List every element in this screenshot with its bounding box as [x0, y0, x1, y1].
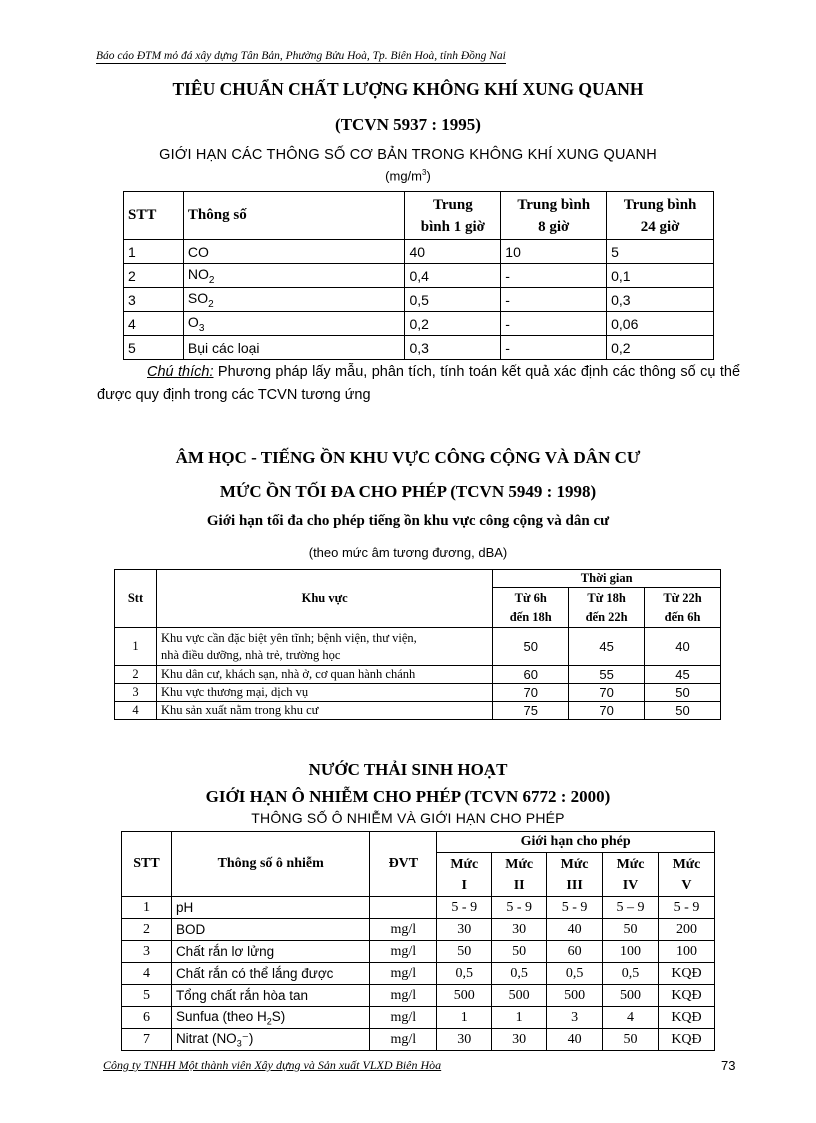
air-header-row [124, 192, 714, 240]
water-cell-stt: 7 [122, 1029, 172, 1051]
noise-table-row [115, 666, 721, 684]
water-cell-v2: 0,5 [492, 963, 547, 985]
noise-table [114, 569, 721, 720]
water-cell-v4: 5 – 9 [603, 897, 659, 919]
water-cell-v5: KQĐ [658, 985, 714, 1007]
air-table-row [124, 336, 714, 360]
water-cell-v1: 30 [437, 919, 492, 941]
noise-area-line-1: Khu dân cư, khách sạn, nhà ở, cơ quan hành chánh [160, 667, 416, 681]
water-cell-param [171, 1007, 369, 1029]
air-cell-1h: 0,3 [405, 336, 501, 360]
noise-header-area: Khu vực [156, 570, 492, 628]
air-header-param: Thông số [183, 192, 405, 240]
water-table-row [122, 919, 715, 941]
air-param-subscript: 2 [208, 274, 215, 286]
noise-cell-t3: 40 [645, 628, 721, 666]
water-cell-param [171, 941, 369, 963]
water-cell-v3: 5 - 9 [547, 897, 603, 919]
water-cell-v1: 30 [437, 1029, 492, 1051]
water-cell-stt: 2 [122, 919, 172, 941]
noise-cell-t1: 70 [493, 684, 569, 702]
water-header-row-1 [122, 832, 715, 853]
air-cell-stt: 1 [124, 240, 184, 264]
air-code: (TCVN 5937 : 1995) [335, 115, 481, 134]
noise-header-time: Thời gian [493, 570, 721, 588]
air-cell-1h: 40 [405, 240, 501, 264]
water-cell-v3: 60 [547, 941, 603, 963]
water-param-subscript: 3 [236, 1038, 242, 1049]
water-header-level-5: Mức V [658, 853, 714, 897]
noise-title: ÂM HỌC - TIẾNG ỒN KHU VỰC CÔNG CỘNG VÀ DÂN CƯ [175, 448, 641, 467]
water-header-limit: Giới hạn cho phép [437, 832, 715, 853]
noise-cell-t2: 55 [569, 666, 645, 684]
water-cell-param [171, 963, 369, 985]
water-cell-v3: 0,5 [547, 963, 603, 985]
water-cell-v4: 500 [603, 985, 659, 1007]
air-cell-24h: 5 [607, 240, 714, 264]
noise-cell-t2: 45 [569, 628, 645, 666]
water-cell-v1: 1 [437, 1007, 492, 1029]
noise-header-row-1 [115, 570, 721, 588]
water-cell-v3: 500 [547, 985, 603, 1007]
water-header-level-2: Mức II [492, 853, 547, 897]
water-cell-v1: 0,5 [437, 963, 492, 985]
air-table-row [124, 288, 714, 312]
air-cell-24h: 0,2 [607, 336, 714, 360]
water-param-name: Chất rắn lơ lửng [175, 944, 275, 959]
water-header-unit: ĐVT [370, 832, 437, 897]
water-cell-stt: 3 [122, 941, 172, 963]
air-cell-param [183, 336, 405, 360]
water-table-row [122, 1029, 715, 1051]
water-table-row [122, 897, 715, 919]
water-cell-unit: mg/l [370, 919, 437, 941]
air-cell-stt: 4 [124, 312, 184, 336]
water-param-name: Nitrat (NO [175, 1030, 237, 1046]
noise-cell-area [156, 684, 492, 702]
air-cell-param [183, 312, 405, 336]
water-cell-v3: 40 [547, 919, 603, 941]
water-cell-param [171, 1029, 369, 1051]
noise-cell-t1: 75 [493, 702, 569, 720]
air-param-name: NO [187, 265, 209, 282]
water-cell-v4: 0,5 [603, 963, 659, 985]
water-cell-v3: 40 [547, 1029, 603, 1051]
water-header-level-3: Mức III [547, 853, 603, 897]
air-note: Chú thích: Phương pháp lấy mẫu, phân tích, tính toán kết quả xác định các thông số cụ thể được quy định trong các TCVN tương ứng [97, 364, 741, 403]
noise-cell-t1: 50 [493, 628, 569, 666]
air-cell-8h: - [501, 312, 607, 336]
air-cell-8h: - [501, 288, 607, 312]
water-header-stt: STT [122, 832, 172, 897]
air-quality-table [123, 191, 714, 360]
air-table-row [124, 264, 714, 288]
air-subtitle: GIỚI HẠN CÁC THÔNG SỐ CƠ BẢN TRONG KHÔNG KHÍ XUNG QUANH [159, 147, 657, 163]
water-cell-v2: 500 [492, 985, 547, 1007]
noise-table-row [115, 628, 721, 666]
page-number: 73 [721, 1058, 736, 1073]
noise-area-line-1: Khu vực cần đặc biệt yên tĩnh; bệnh viện, thư viện, [160, 630, 417, 645]
air-cell-param [183, 264, 405, 288]
water-cell-v2: 30 [492, 1029, 547, 1051]
water-param-name: Sunfua (theo H [175, 1008, 267, 1024]
air-param-name: Bụi các loại [187, 339, 260, 356]
water-cell-v5: 5 - 9 [658, 897, 714, 919]
air-header-1h: Trung bình 1 giờ [405, 192, 501, 240]
air-unit: $(mg/m^3)$ [385, 168, 431, 184]
water-table-row [122, 985, 715, 1007]
water-cell-unit: mg/l [370, 985, 437, 1007]
water-cell-stt: 6 [122, 1007, 172, 1029]
noise-cell-area [156, 702, 492, 720]
noise-cell-stt: 2 [115, 666, 157, 684]
water-cell-v2: 30 [492, 919, 547, 941]
noise-area-line-2: nhà điều dưỡng, nhà trẻ, trường học [160, 647, 341, 662]
water-cell-v5: KQĐ [658, 1029, 714, 1051]
water-param-suffix: ⁻) [241, 1030, 254, 1046]
water-table-row [122, 941, 715, 963]
noise-header-t3: Từ 22h đến 6h [645, 588, 721, 628]
water-code: GIỚI HẠN Ô NHIỄM CHO PHÉP (TCVN 6772 : 2000) [205, 787, 611, 806]
air-cell-stt: 2 [124, 264, 184, 288]
water-subtitle: THÔNG SỐ Ô NHIỄM VÀ GIỚI HẠN CHO PHÉP [251, 810, 565, 826]
water-cell-v5: KQĐ [658, 1007, 714, 1029]
noise-area-line-1: Khu sản xuất nằm trong khu cư [160, 703, 319, 717]
water-cell-unit: mg/l [370, 1007, 437, 1029]
air-cell-param [183, 240, 405, 264]
air-cell-1h: 0,5 [405, 288, 501, 312]
noise-cell-stt: 1 [115, 628, 157, 666]
noise-cell-t3: 45 [645, 666, 721, 684]
water-param-subscript: 2 [266, 1016, 272, 1027]
noise-table-row [115, 702, 721, 720]
air-cell-stt: 3 [124, 288, 184, 312]
water-cell-v4: 50 [603, 919, 659, 941]
water-cell-v2: 1 [492, 1007, 547, 1029]
air-param-name: O [187, 313, 199, 330]
noise-cell-t2: 70 [569, 684, 645, 702]
water-table [121, 831, 715, 1051]
water-cell-v1: 5 - 9 [437, 897, 492, 919]
air-cell-24h: 0,3 [607, 288, 714, 312]
noise-header-stt: Stt [115, 570, 157, 628]
water-cell-v2: 5 - 9 [492, 897, 547, 919]
water-table-row [122, 1007, 715, 1029]
page-header: Báo cáo ĐTM mỏ đá xây dựng Tân Bản, Phường Bửu Hoà, Tp. Biên Hoà, tỉnh Đồng Nai [96, 50, 506, 62]
air-param-subscript: 3 [198, 322, 205, 334]
water-cell-unit: mg/l [370, 1029, 437, 1051]
air-header-8h: Trung bình 8 giờ [501, 192, 607, 240]
water-cell-v1: 500 [437, 985, 492, 1007]
air-param-name: CO [187, 243, 209, 260]
water-cell-stt: 1 [122, 897, 172, 919]
water-cell-unit: mg/l [370, 941, 437, 963]
water-param-name: BOD [175, 922, 206, 937]
noise-table-row [115, 684, 721, 702]
water-table-row [122, 963, 715, 985]
water-cell-stt: 5 [122, 985, 172, 1007]
water-cell-param [171, 919, 369, 941]
air-cell-8h: - [501, 336, 607, 360]
air-cell-1h: 0,4 [405, 264, 501, 288]
page-footer: Công ty TNHH Một thành viên Xây dựng và Sản xuất VLXD Biên Hòa [103, 1058, 442, 1072]
air-cell-24h: 0,1 [607, 264, 714, 288]
air-cell-8h: 10 [501, 240, 607, 264]
water-cell-stt: 4 [122, 963, 172, 985]
water-cell-v5: 100 [658, 941, 714, 963]
water-cell-param [171, 897, 369, 919]
noise-cell-stt: 4 [115, 702, 157, 720]
air-cell-24h: 0,06 [607, 312, 714, 336]
air-cell-1h: 0,2 [405, 312, 501, 336]
air-table-row [124, 312, 714, 336]
water-cell-unit [370, 897, 437, 919]
air-header-24h: Trung bình 24 giờ [607, 192, 714, 240]
noise-cell-t1: 60 [493, 666, 569, 684]
air-header-stt: STT [124, 192, 184, 240]
air-table-row [124, 240, 714, 264]
water-cell-v4: 4 [603, 1007, 659, 1029]
water-param-name: pH [175, 900, 194, 915]
noise-note: (theo mức âm tương đương, dBA) [308, 545, 508, 560]
water-param-name: Chất rắn có thể lắng được [175, 966, 334, 981]
noise-code: MỨC ỒN TỐI ĐA CHO PHÉP (TCVN 5949 : 1998) [219, 482, 597, 501]
water-cell-v4: 50 [603, 1029, 659, 1051]
noise-subtitle: Giới hạn tối đa cho phép tiếng ồn khu vực công cộng và dân cư [206, 513, 610, 529]
noise-header-t1: Từ 6h đến 18h [493, 588, 569, 628]
water-cell-v1: 50 [437, 941, 492, 963]
noise-cell-t3: 50 [645, 684, 721, 702]
water-cell-v5: 200 [658, 919, 714, 941]
air-cell-8h: - [501, 264, 607, 288]
water-header-level-1: Mức I [437, 853, 492, 897]
noise-cell-area [156, 666, 492, 684]
water-param-suffix: S) [271, 1008, 286, 1024]
water-cell-v3: 3 [547, 1007, 603, 1029]
water-cell-v5: KQĐ [658, 963, 714, 985]
water-cell-unit: mg/l [370, 963, 437, 985]
water-cell-v4: 100 [603, 941, 659, 963]
air-cell-param [183, 288, 405, 312]
air-param-name: SO [187, 289, 209, 306]
water-param-name: Tổng chất rắn hòa tan [175, 988, 309, 1003]
air-title: TIÊU CHUẨN CHẤT LƯỢNG KHÔNG KHÍ XUNG QUANH [172, 79, 644, 99]
noise-cell-t2: 70 [569, 702, 645, 720]
water-cell-param [171, 985, 369, 1007]
water-header-param: Thông số ô nhiễm [171, 832, 369, 897]
water-title: NƯỚC THẢI SINH HOẠT [308, 760, 508, 779]
noise-cell-area [156, 628, 492, 666]
noise-header-t2: Từ 18h đến 22h [569, 588, 645, 628]
noise-cell-stt: 3 [115, 684, 157, 702]
water-header-level-4: Mức IV [603, 853, 659, 897]
water-cell-v2: 50 [492, 941, 547, 963]
air-cell-stt: 5 [124, 336, 184, 360]
air-param-subscript: 2 [208, 298, 214, 310]
noise-cell-t3: 50 [645, 702, 721, 720]
noise-area-line-1: Khu vực thương mại, dịch vụ [160, 685, 309, 699]
